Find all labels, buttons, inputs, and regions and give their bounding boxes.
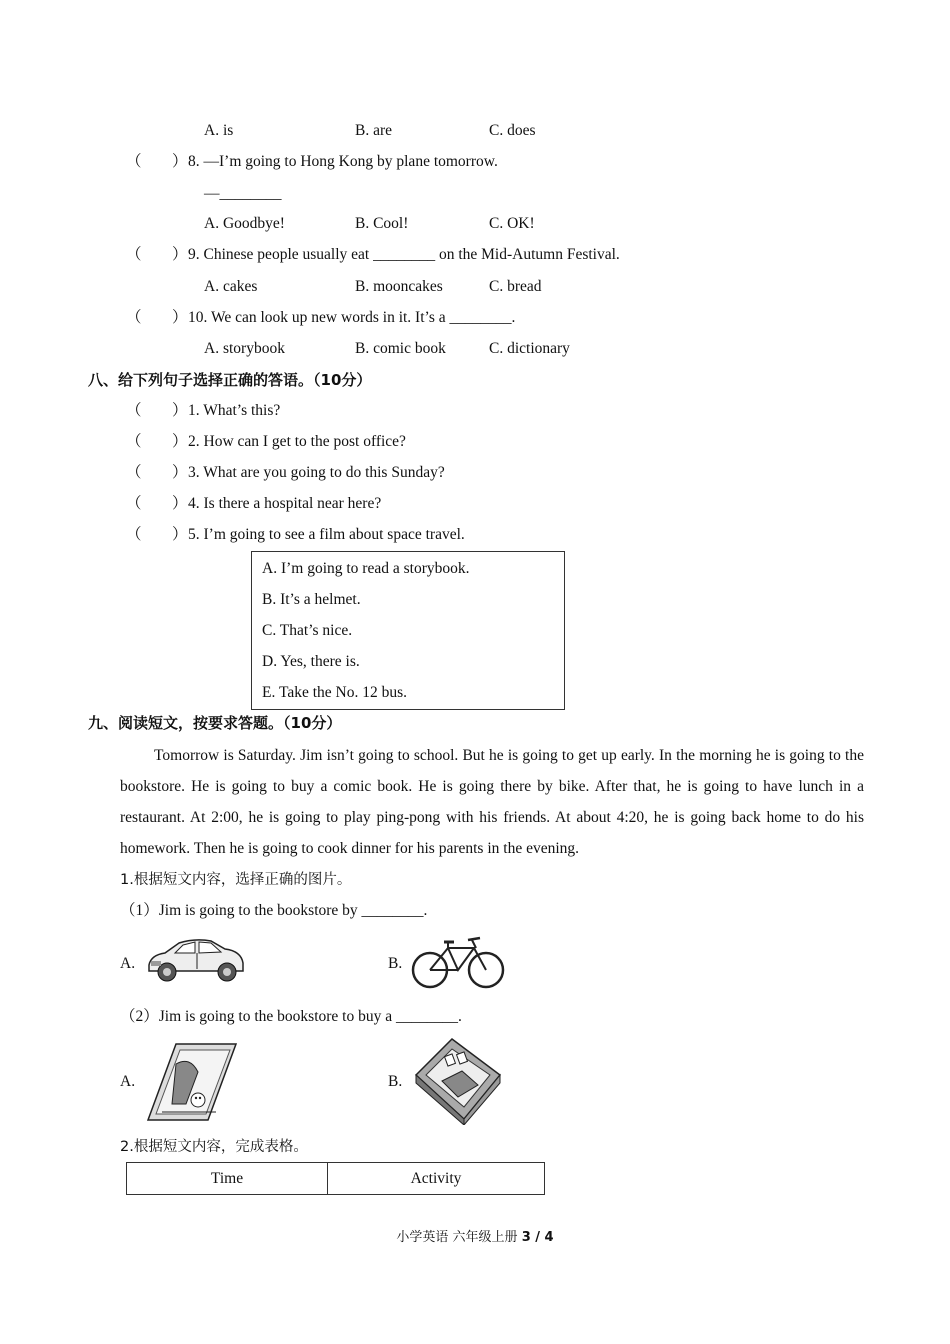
part1-question-2: （2）Jim is going to the bookstore to buy a ________. [120,1008,462,1025]
answer-paren-close: ） [172,433,188,450]
q10-option-b: B. comic book [355,340,446,357]
q7-option-c: C. does [489,122,536,139]
comic-book-icon [412,1035,504,1125]
option-b-label: B. [388,955,403,972]
part-1-title: 1.根据短文内容，选择正确的图片。 [120,872,352,888]
answer-paren-close: ） [172,495,188,512]
answer-option-b: B. It’s a helmet. [262,591,361,608]
s8-question-1: 1. What’s this? [188,402,281,419]
answer-paren-close: ） [172,246,188,263]
q7-option-a: A. is [204,122,234,139]
q8-option-c: C. OK! [489,215,535,232]
passage-text: Tomorrow is Saturday. Jim isn’t going to school. But he is going to get up early. In the morning he is going to the bookstore. He is going to buy a comic book. He is going there by bike. After that, he is going to have lunch in a restaurant. At 2:00, he is going to play ping-pong with his friends. At about 4:20, he is going back home to do his homework. Then he is going to cook dinner for his parents in the evening. [120,747,864,857]
s8-question-2: 2. How can I get to the post office? [188,433,406,450]
section-8-heading: 八、给下列句子选择正确的答语。（10分） [88,371,372,389]
q8-answer-line: —________ [204,185,282,202]
bicycle-icon [410,932,506,992]
answer-paren-open: （ [126,464,142,481]
storybook-icon [146,1042,238,1124]
answer-option-e: E. Take the No. 12 bus. [262,684,407,701]
answer-paren-open: （ [126,433,142,450]
option-b-label: B. [388,1073,403,1090]
answer-option-c: C. That’s nice. [262,622,353,639]
answer-paren-close: ） [172,402,188,419]
option-a-label: A. [120,1073,136,1090]
q8-option-b: B. Cool! [355,215,409,232]
q10-option-a: A. storybook [204,340,285,357]
answer-paren-open: （ [126,309,142,326]
answer-option-a: A. I’m going to read a storybook. [262,560,470,577]
table-header-activity: Activity [328,1163,545,1195]
answer-paren-open: （ [126,526,142,543]
part-2-title: 2.根据短文内容，完成表格。 [120,1139,308,1155]
q9-option-c: C. bread [489,278,542,295]
question-9: 9. Chinese people usually eat ________ on the Mid-Autumn Festival. [188,246,620,263]
answer-paren-open: （ [126,153,142,170]
answer-paren-open: （ [126,495,142,512]
s8-question-5: 5. I’m going to see a film about space travel. [188,526,465,543]
page-number: 3 / 4 [521,1230,554,1245]
q9-option-a: A. cakes [204,278,258,295]
q8-option-a: A. Goodbye! [204,215,285,232]
answer-paren-close: ） [172,526,188,543]
footer-text: 小学英语 六年级上册 [396,1230,522,1245]
q9-option-b: B. mooncakes [355,278,443,295]
answer-paren-close: ） [172,153,188,170]
reading-passage [120,740,864,864]
answer-options-box [251,551,565,710]
table-header-time: Time [127,1163,328,1195]
option-a-label: A. [120,955,136,972]
answer-paren-open: （ [126,246,142,263]
car-icon [145,935,247,985]
s8-question-3: 3. What are you going to do this Sunday? [188,464,445,481]
question-8: 8. —I’m going to Hong Kong by plane tomorrow. [188,153,498,170]
table-row [127,1163,545,1195]
q10-option-c: C. dictionary [489,340,570,357]
activity-table [126,1162,545,1195]
q7-option-b: B. are [355,122,393,139]
answer-paren-close: ） [172,464,188,481]
answer-paren-close: ） [172,309,188,326]
s8-question-4: 4. Is there a hospital near here? [188,495,382,512]
answer-option-d: D. Yes, there is. [262,653,360,670]
section-9-heading: 九、阅读短文，按要求答题。（10分） [88,714,342,732]
question-10: 10. We can look up new words in it. It’s a ________. [188,309,516,326]
answer-paren-open: （ [126,402,142,419]
part1-question-1: （1）Jim is going to the bookstore by ________. [120,902,428,919]
page-footer [0,1226,950,1245]
